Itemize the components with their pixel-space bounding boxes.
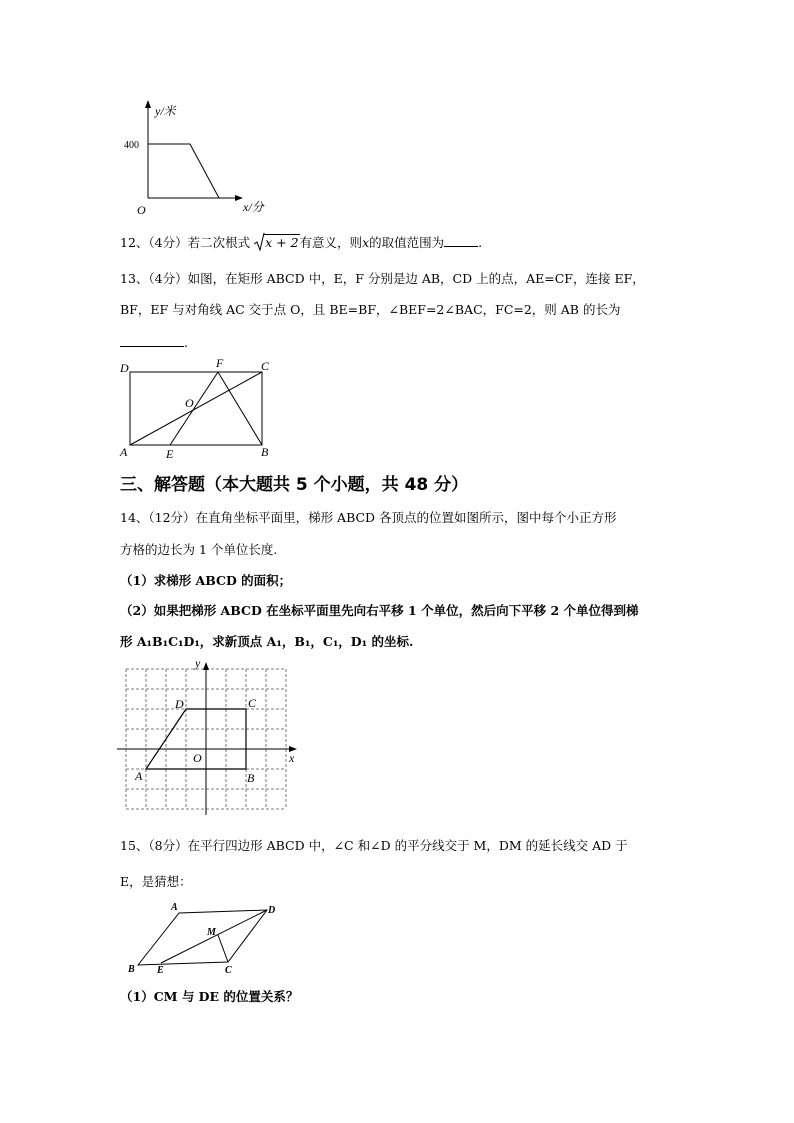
q13-end: . bbox=[184, 335, 188, 350]
distance-time-graph bbox=[115, 98, 275, 218]
q15-line1: 在平行四边形 ABCD 中，∠C 和∠D 的平分线交于 M，DM 的延长线交 AD 于 bbox=[187, 838, 628, 853]
label-c: C bbox=[248, 696, 257, 710]
label-m: M bbox=[207, 927, 216, 938]
q15-number: 15、 bbox=[120, 838, 149, 853]
origin-label: O bbox=[193, 751, 202, 765]
label-o: O bbox=[185, 396, 194, 410]
q13-blank bbox=[120, 334, 184, 347]
y-tick-400: 400 bbox=[124, 140, 139, 151]
segment-ef bbox=[170, 372, 218, 445]
axis-label-x: x bbox=[289, 751, 295, 765]
radical-sign-icon bbox=[254, 233, 265, 251]
question-15-part1: （1）CM 与 DE 的位置关系？ bbox=[120, 989, 299, 1004]
question-14-part2-a: （2）如果把梯形 ABCD 在坐标平面里先向右平移 1 个单位，然后向下平移 2 个单位得到梯 bbox=[120, 603, 639, 618]
label-f: F bbox=[216, 356, 224, 370]
q13-line1: 如图，在矩形 ABCD 中，E，F 分别是边 AB，CD 上的点，AE=CF，连接 EF， bbox=[187, 271, 645, 286]
q15-score: （8分） bbox=[148, 838, 188, 853]
q14-score: （12分） bbox=[148, 510, 196, 525]
q14-number: 14、 bbox=[120, 510, 149, 525]
q12-var: x bbox=[362, 235, 370, 250]
question-14-line1 bbox=[120, 510, 617, 526]
segment-bf bbox=[218, 372, 262, 445]
y-axis-label: y/米 bbox=[155, 104, 176, 118]
q12-text-a: 若二次根式 bbox=[187, 235, 251, 250]
question-13-answer-line bbox=[120, 334, 188, 351]
figure-13-rectangle bbox=[115, 355, 280, 463]
x-axis-label: x/分 bbox=[243, 200, 264, 214]
label-c: C bbox=[261, 359, 270, 373]
q14-line1: 在直角坐标平面里，梯形 ABCD 各顶点的位置如图所示，图中每个小正方形 bbox=[195, 510, 617, 525]
y-axis-arrow bbox=[203, 662, 209, 670]
label-b: B bbox=[261, 445, 269, 459]
label-c: C bbox=[225, 965, 232, 976]
q12-score: （4分） bbox=[148, 235, 188, 250]
x-axis-arrow bbox=[235, 195, 243, 201]
q12-number: 12、 bbox=[120, 235, 149, 250]
section-3-heading: 三、解答题（本大题共 5 个小题，共 48 分） bbox=[120, 475, 469, 495]
question-14-part2-b: 形 A₁B₁C₁D₁，求新顶点 A₁，B₁，C₁，D₁ 的坐标. bbox=[120, 634, 414, 649]
figure-15-parallelogram bbox=[120, 898, 290, 978]
label-a: A bbox=[135, 769, 143, 783]
label-b: B bbox=[247, 771, 255, 785]
label-d: D bbox=[268, 905, 276, 916]
label-e: E bbox=[166, 447, 174, 461]
figure-14-coordinate-grid bbox=[115, 655, 305, 817]
question-14-line2: 方格的边长为 1 个单位长度. bbox=[120, 542, 278, 557]
q13-line2: BF，EF 与对角线 AC 交于点 O，且 BE=BF，∠BEF=2∠BAC，FC=2，则 AB 的长为 bbox=[120, 302, 621, 317]
origin-label: O bbox=[137, 203, 146, 217]
q12-radicand: x + 2 bbox=[265, 235, 299, 250]
diagonal-ac bbox=[130, 372, 262, 445]
question-14-part1: （1）求梯形 ABCD 的面积； bbox=[120, 573, 292, 588]
graph-line bbox=[148, 144, 219, 198]
question-13-line2 bbox=[120, 302, 620, 318]
axis-label-y: y bbox=[195, 656, 201, 670]
label-d: D bbox=[175, 697, 184, 711]
q12-end: . bbox=[478, 235, 483, 250]
y-axis-arrow bbox=[145, 100, 151, 108]
label-e: E bbox=[157, 965, 164, 976]
q13-score: （4分） bbox=[148, 271, 188, 286]
question-15-line1 bbox=[120, 838, 628, 854]
question-12 bbox=[120, 234, 482, 251]
label-d: D bbox=[120, 361, 129, 375]
question-13-line1 bbox=[120, 271, 645, 287]
label-a: A bbox=[120, 445, 128, 459]
q12-blank bbox=[444, 234, 478, 247]
label-b: B bbox=[128, 964, 135, 975]
question-15-line2: E，是猜想： bbox=[120, 874, 192, 889]
q13-number: 13、 bbox=[120, 271, 149, 286]
segment-cm bbox=[218, 935, 228, 962]
parallelogram-abcd bbox=[138, 910, 267, 965]
q12-text-b: 有意义，则 bbox=[299, 235, 363, 250]
q12-text-c: 的取值范围为 bbox=[369, 235, 445, 250]
label-a: A bbox=[171, 902, 178, 913]
q12-radical bbox=[254, 235, 299, 251]
